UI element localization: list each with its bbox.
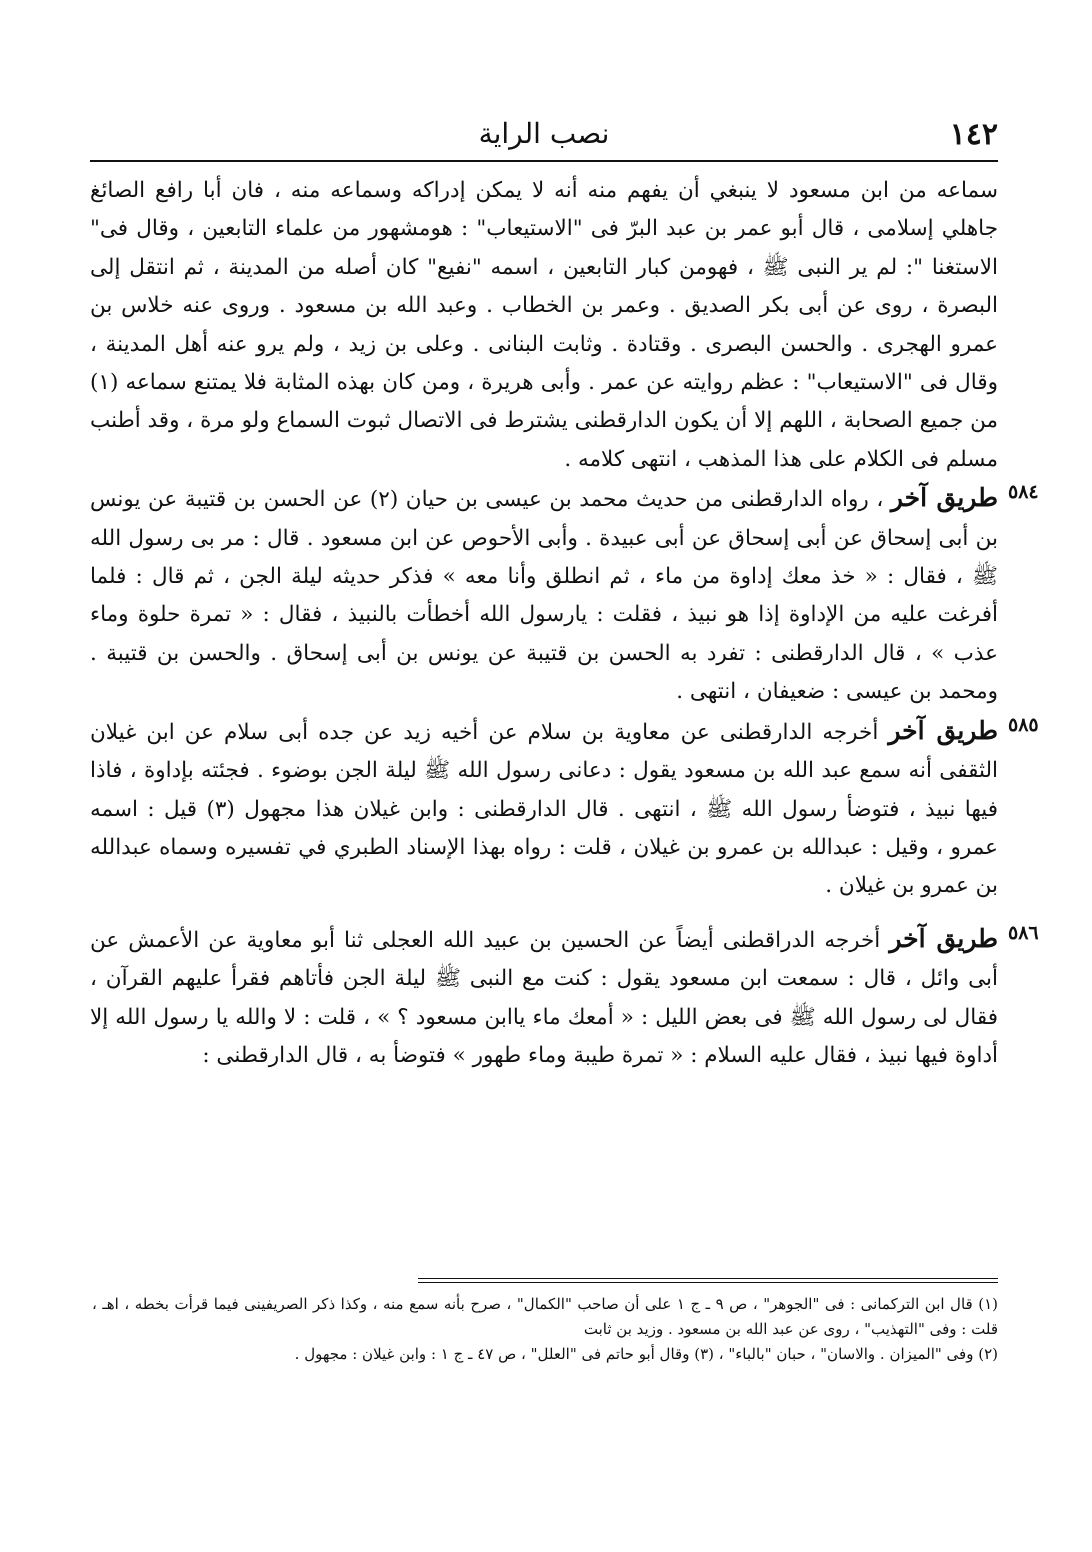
page-number: ١٤٢ <box>949 117 998 152</box>
page-header <box>90 112 998 156</box>
header-rule <box>90 160 998 162</box>
entry-number: ٥٨٦ <box>1008 921 1039 944</box>
entry-586 <box>90 920 1039 1076</box>
entry-585 <box>90 712 1039 906</box>
footnote-rule <box>418 1278 998 1283</box>
main-text <box>90 172 1039 1075</box>
entry-body: أخرجه الدراقطنى أيضاً عن الحسين بن عبيد الله العجلى ثنا أبو معاوية عن الأعمش عن أبى وائل ، قال : سمعت ابن مسعود يقول : كنت مع النبى ﷺ ليلة الجن فأتاهم فقرأ عليهم القرآن ، فقال لى رسول الله ﷺ فى بعض الليل : « أمعك ماء ياابن مسعود ؟ » ، قلت : لا والله يا رسول الله إلا أداوة فيها نبيذ ، فقال عليه السلام : « تمرة طيبة وماء طهور » فتوضأ به ، قال الدارقطنى : <box>90 927 998 1068</box>
footnote-1: (١) قال ابن التركمانى : فى "الجوهر" ، ص ٩ ـ ج ١ على أن صاحب "الكمال" ، صرح بأنه سمع منه ، وكذا ذكر الصريفينى فيما قرأت بخطه ، اهـ ، قلت : وفى "التهذيب" ، روى عن عبد الله بن مسعود . وزيد بن ثابت <box>92 1295 998 1338</box>
footnotes <box>92 1292 998 1367</box>
entry-body: ، رواه الدارقطنى من حديث محمد بن عيسى بن حيان (٢) عن الحسن بن قتيبة عن يونس بن أبى إسحاق عن أبى إسحاق عن أبى عبيدة . وأبى الأحوص عن ابن مسعود . قال : مر بى رسول الله ﷺ ، فقال : « خذ معك إداوة من ماء ، ثم انطلق وأنا معه » فذكر حديثه ليلة الجن ، ثم قال : فلما أفرغت عليه من الإداوة إذا هو نبيذ ، فقلت : يارسول الله أخطأت بالنبيذ ، فقال : « تمرة حلوة وماء عذب » ، قال الدارقطنى : تفرد به الحسن بن قتيبة عن يونس بن أبى إسحاق . والحسن بن قتيبة . ومحمد بن عيسى : ضعيفان ، انتهى . <box>90 487 998 705</box>
entry-number: ٥٨٥ <box>1008 713 1039 736</box>
entry-text <box>90 712 998 906</box>
entry-number: ٥٨٤ <box>1008 481 1039 504</box>
entry-lead: طريق آخر <box>889 923 999 953</box>
entry-text <box>90 479 998 711</box>
running-title: نصب الراية <box>478 117 610 150</box>
entry-lead: طريق آخر <box>888 715 998 745</box>
entry-body: أخرجه الدارقطنى عن معاوية بن سلام عن أخيه زيد عن جده أبى سلام عن ابن غيلان الثقفى أنه سمع عبد الله بن مسعود يقول : دعانى رسول الله ﷺ ليلة الجن بوضوء . فجئته بإداوة ، فاذا فيها نبيذ ، فتوضأ رسول الله ﷺ ، انتهى . قال الدارقطنى : وابن غيلان هذا مجهول (٣) قيل : اسمه عمرو ، وقيل : عبدالله بن عمرو بن غيلان ، قلت : رواه بهذا الإسناد الطبري في تفسيره وسماه عبدالله بن عمرو بن غيلان . <box>90 719 998 899</box>
entry-text <box>90 920 998 1076</box>
entry-lead: طريق آخر <box>890 483 998 513</box>
entry-584 <box>90 479 1039 711</box>
paragraph-continuation: سماعه من ابن مسعود لا ينبغي أن يفهم منه أنه لا يمكن إدراكه وسماعه منه ، فان أبا رافع الصائغ جاهلي إسلامى ، قال أبو عمر بن عبد البرّ فى "الاستيعاب" : هومشهور من علماء التابعين ، وقال فى" الاستغنا ": لم ير النبى ﷺ ، فهومن كبار التابعين ، اسمه "نفيع" كان أصله من المدينة ، ثم انتقل إلى البصرة ، روى عن أبى بكر الصديق . وعمر بن الخطاب . وعبد الله بن مسعود . وروى عنه خلاس بن عمرو الهجرى . والحسن البصرى . وقتادة . وثابت البنانى . وعلى بن زيد ، ولم يرو عنه أهل المدينة ، وقال فى "الاستيعاب" : عظم روايته عن عمر . وأبى هريرة ، ومن كان بهذه المثابة فلا يمتنع سماعه (١) من جميع الصحابة ، اللهم إلا أن يكون الدارقطنى يشترط فى الاتصال ثبوت السماع ولو مرة ، وقد أطنب مسلم فى الكلام على هذا المذهب ، انتهى كلامه . <box>90 178 998 472</box>
footnote-2-3: (٢) وفى "الميزان . والاسان" ، حبان "بالباء" ، (٣) وقال أبو حاتم فى "العلل" ، ص ٤٧ ـ ج ١ : وابن غيلان : مجهول . <box>294 1345 998 1363</box>
